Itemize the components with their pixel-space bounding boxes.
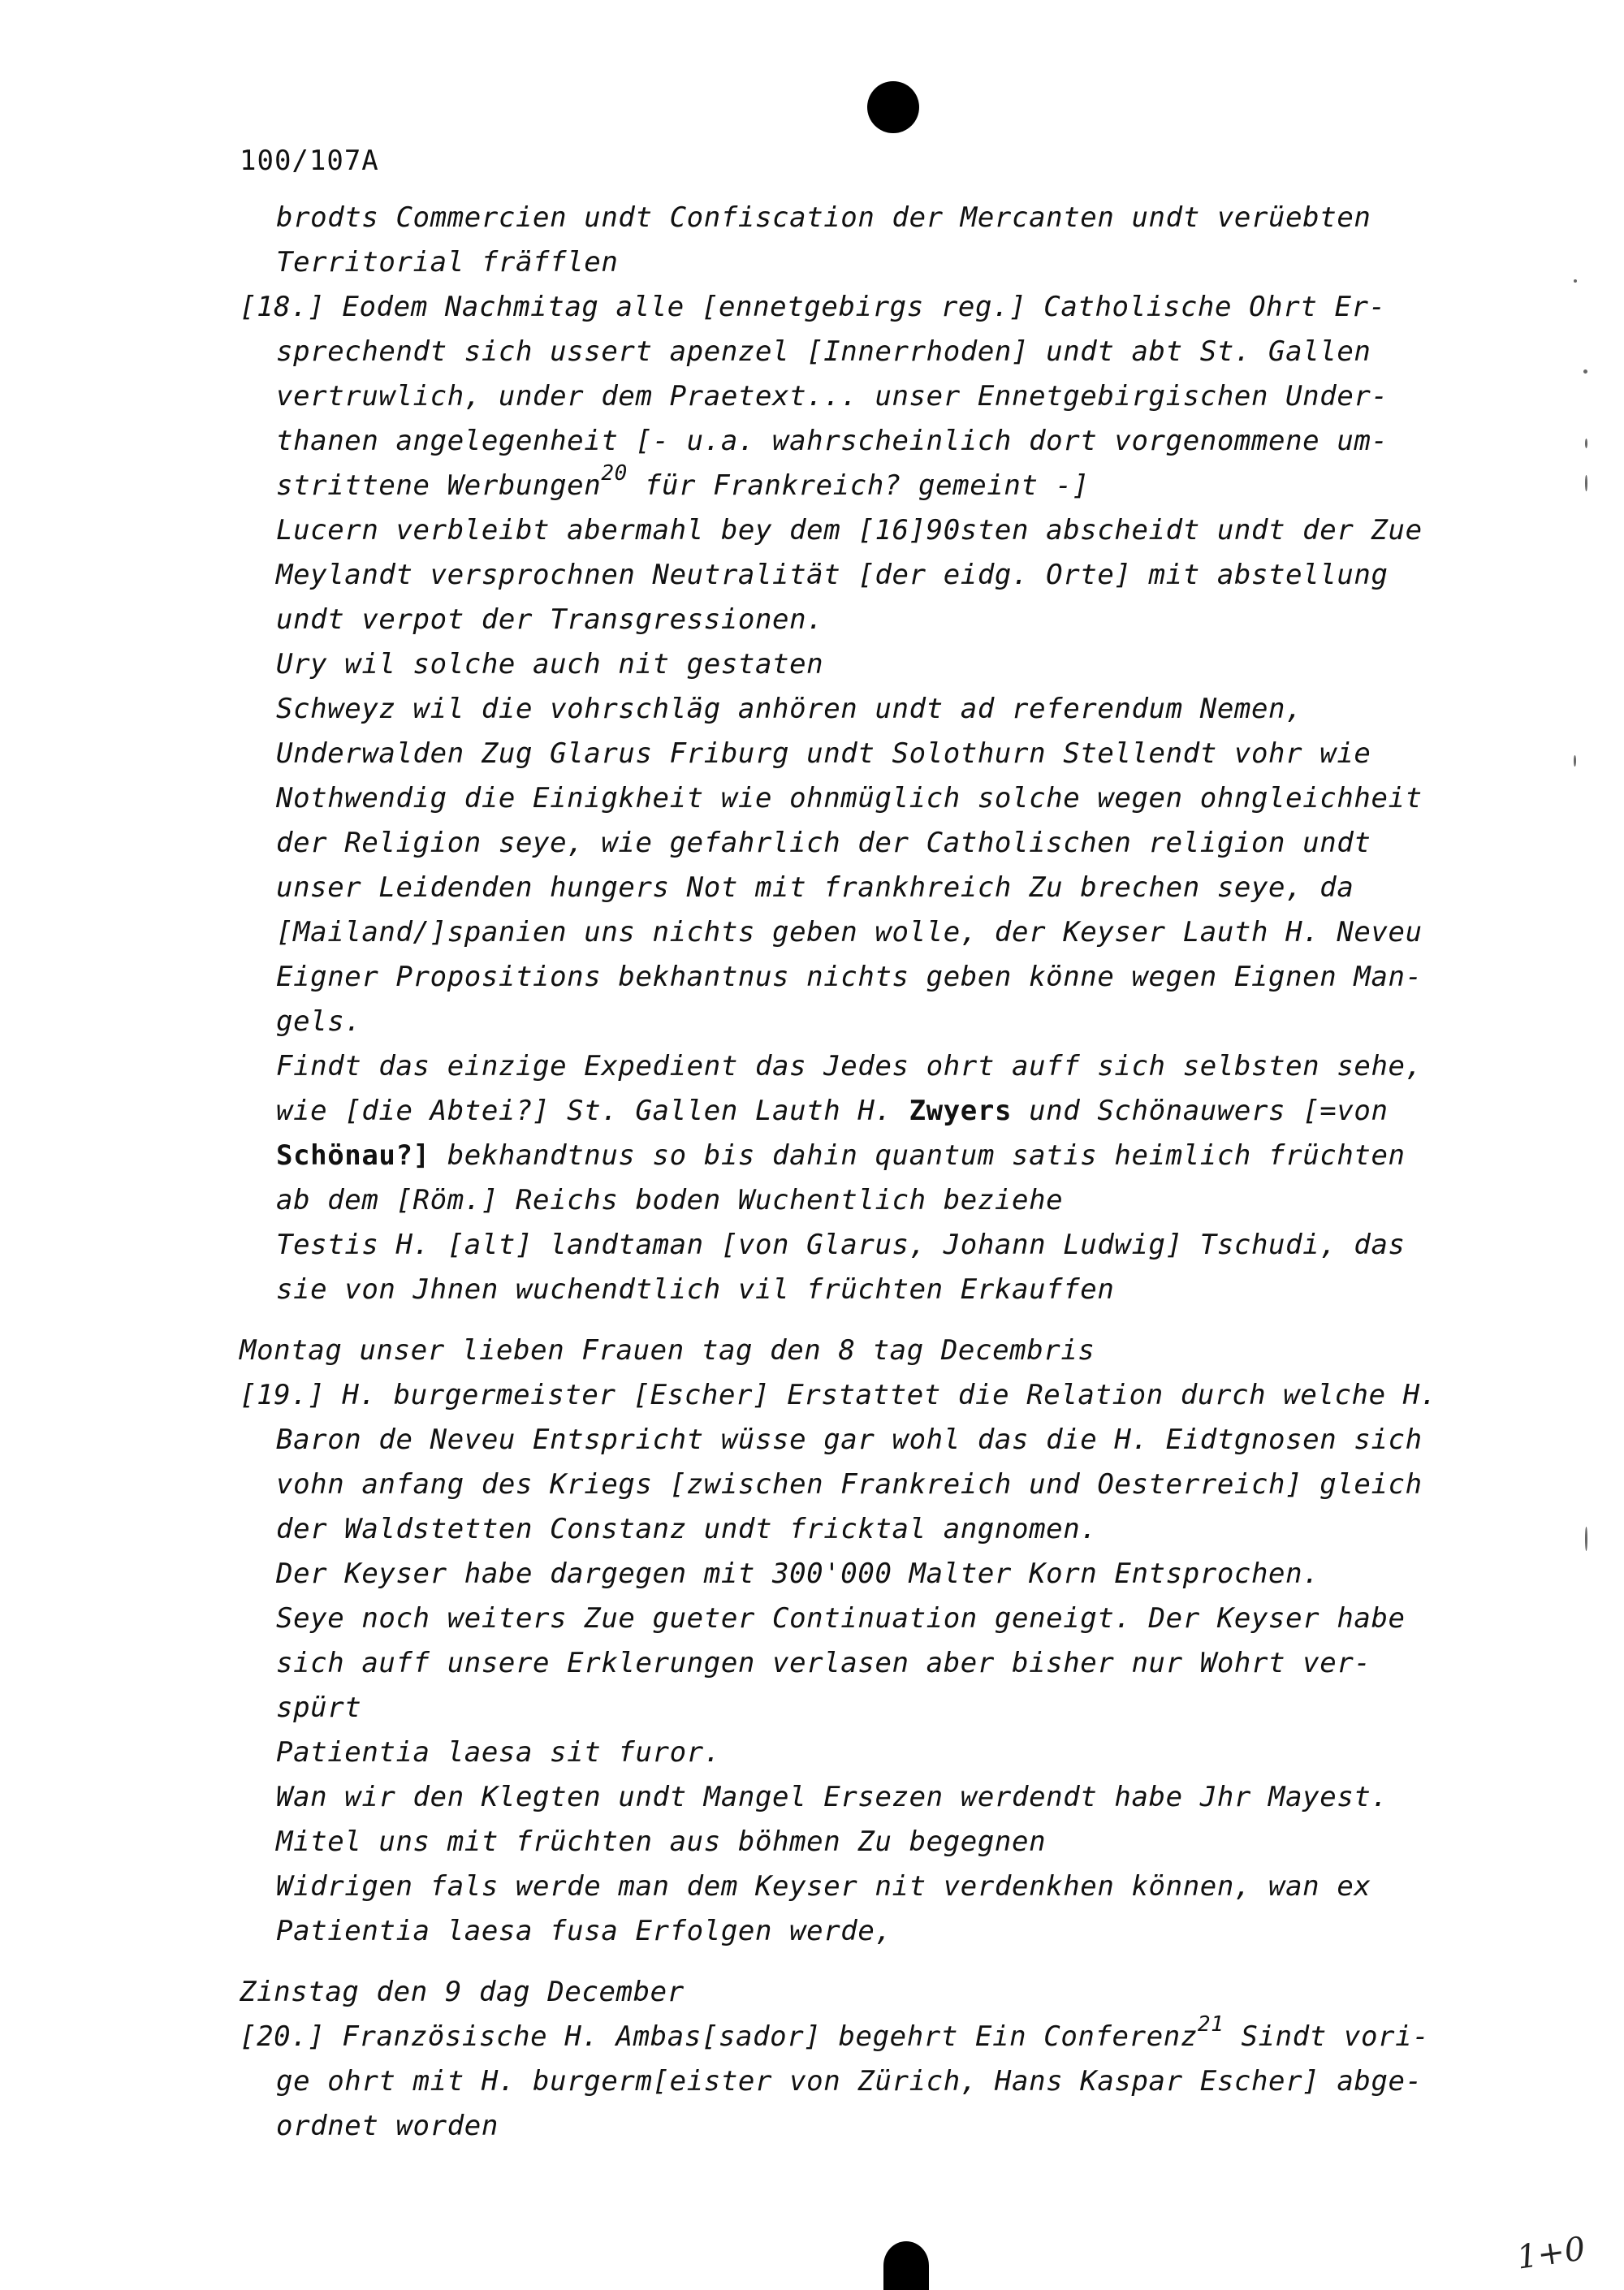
text-line: Ury wil solche auch nit gestaten: [276, 648, 824, 681]
text-line: [276, 1139, 1406, 1172]
text-line: Patientia laesa sit furor.: [276, 1736, 721, 1769]
text-line: spürt: [276, 1692, 362, 1724]
text-line: [Mailand/]spanien uns nichts geben wolle, der Keyser Lauth H. Neveu: [276, 916, 1423, 948]
speck: [1583, 369, 1587, 374]
text-line: [276, 1095, 1389, 1127]
text-line: sprechendt sich ussert apenzel [Innerrhoden] undt abt St. Gallen: [276, 335, 1371, 368]
text-line: [240, 2012, 1430, 2053]
text-line: gels.: [276, 1005, 362, 1038]
text-line: der Waldstetten Constanz undt fricktal angnomen.: [276, 1513, 1098, 1545]
text-line: ordnet worden: [276, 2110, 499, 2142]
text-line: Baron de Neveu Entspricht wüsse gar wohl das die H. Eidtgnosen sich: [276, 1424, 1423, 1456]
bold-name: Schönau?]: [276, 1139, 430, 1172]
text-line: Der Keyser habe dargegen mit 300'000 Malter Korn Entsprochen.: [276, 1558, 1320, 1590]
text-line: Territorial fräfflen: [276, 246, 619, 279]
text-line: Nothwendig die Einigkheit wie ohnmüglich solche wegen ohngleichheit: [276, 782, 1423, 814]
text-segment: [20.] Französische H. Ambas[sador] begehrt Ein Conferenz: [240, 2020, 1198, 2053]
text-line: ab dem [Röm.] Reichs boden Wuchentlich beziehe: [276, 1184, 1064, 1216]
text-segment: für Frankreich? gemeint -]: [627, 469, 1090, 502]
footnote-ref-20[interactable]: 20: [601, 461, 628, 486]
text-line: vertruwlich, under dem Praetext... unser Ennetgebirgischen Under-: [276, 380, 1389, 413]
text-segment: und Schönauwers [=von: [1012, 1095, 1389, 1127]
page-identifier: 100/107A: [240, 145, 379, 177]
punch-hole-bottom: [883, 2241, 929, 2290]
text-line: brodts Commercien undt Confiscation der Mercanten undt verüebten: [276, 201, 1371, 234]
text-line: Underwalden Zug Glarus Friburg undt Solothurn Stellendt vohr wie: [276, 737, 1371, 770]
speck: [1585, 439, 1587, 448]
text-segment: wie [die Abtei?] St. Gallen Lauth H.: [276, 1095, 909, 1127]
text-segment: strittene Werbungen: [276, 469, 602, 502]
bold-name: Zwyers: [909, 1095, 1013, 1127]
text-line: undt verpot der Transgressionen.: [276, 603, 824, 636]
text-line: sie von Jhnen wuchendtlich vil früchten Erkauffen: [276, 1273, 1115, 1306]
speck: [1585, 1527, 1587, 1551]
text-line: unser Leidenden hungers Not mit frankhreich Zu brechen seye, da: [276, 871, 1354, 904]
text-line: Patientia laesa fusa Erfolgen werde,: [276, 1915, 892, 1947]
text-line: Mitel uns mit früchten aus böhmen Zu begegnen: [276, 1826, 1047, 1858]
text-line: [18.] Eodem Nachmitag alle [ennetgebirgs reg.] Catholische Ohrt Er-: [240, 291, 1386, 323]
text-line: [19.] H. burgermeister [Escher] Erstattet die Relation durch welche H.: [240, 1379, 1437, 1411]
text-line: der Religion seye, wie gefahrlich der Catholischen religion undt: [276, 827, 1371, 859]
speck: [1585, 475, 1587, 491]
text-line: sich auff unsere Erklerungen verlasen aber bisher nur Wohrt ver-: [276, 1647, 1371, 1679]
text-line: Findt das einzige Expedient das Jedes ohrt auff sich selbsten sehe,: [276, 1050, 1423, 1082]
footnote-ref-21[interactable]: 21: [1197, 2012, 1224, 2037]
text-line: Widrigen fals werde man dem Keyser nit verdenkhen können, wan ex: [276, 1870, 1371, 1903]
punch-hole-top: [867, 81, 919, 133]
text-line: Meylandt versprochnen Neutralität [der eidg. Orte] mit abstellung: [276, 559, 1389, 591]
text-segment: bekhandtnus so bis dahin quantum satis heimlich früchten: [430, 1139, 1406, 1172]
text-line: Schweyz wil die vohrschläg anhören undt ad referendum Nemen,: [276, 693, 1303, 725]
text-segment: Sindt vori-: [1224, 2020, 1430, 2053]
text-line: ge ohrt mit H. burgerm[eister von Zürich, Hans Kaspar Escher] abge-: [276, 2065, 1423, 2098]
text-line: Testis H. [alt] landtaman [von Glarus, Johann Ludwig] Tschudi, das: [276, 1229, 1406, 1261]
text-line: thanen angelegenheit [- u.a. wahrscheinlich dort vorgenommene um-: [276, 425, 1389, 457]
date-heading: Zinstag den 9 dag December: [240, 1976, 685, 2008]
text-line: Wan wir den Klegten undt Mangel Ersezen werdendt habe Jhr Mayest.: [276, 1781, 1389, 1813]
text-line: [276, 461, 1090, 502]
text-line: vohn anfang des Kriegs [zwischen Frankreich und Oesterreich] gleich: [276, 1468, 1423, 1501]
text-line: Eigner Propositions bekhantnus nichts geben könne wegen Eignen Man-: [276, 961, 1423, 993]
date-heading: Montag unser lieben Frauen tag den 8 tag Decembris: [240, 1334, 1095, 1367]
speck: [1574, 755, 1576, 767]
speck: [1574, 279, 1577, 283]
handwritten-page-number: 1+0: [1514, 2230, 1588, 2277]
text-line: Seye noch weiters Zue gueter Continuation geneigt. Der Keyser habe: [276, 1602, 1406, 1635]
text-line: Lucern verbleibt abermahl bey dem [16]90sten abscheidt undt der Zue: [276, 514, 1423, 547]
